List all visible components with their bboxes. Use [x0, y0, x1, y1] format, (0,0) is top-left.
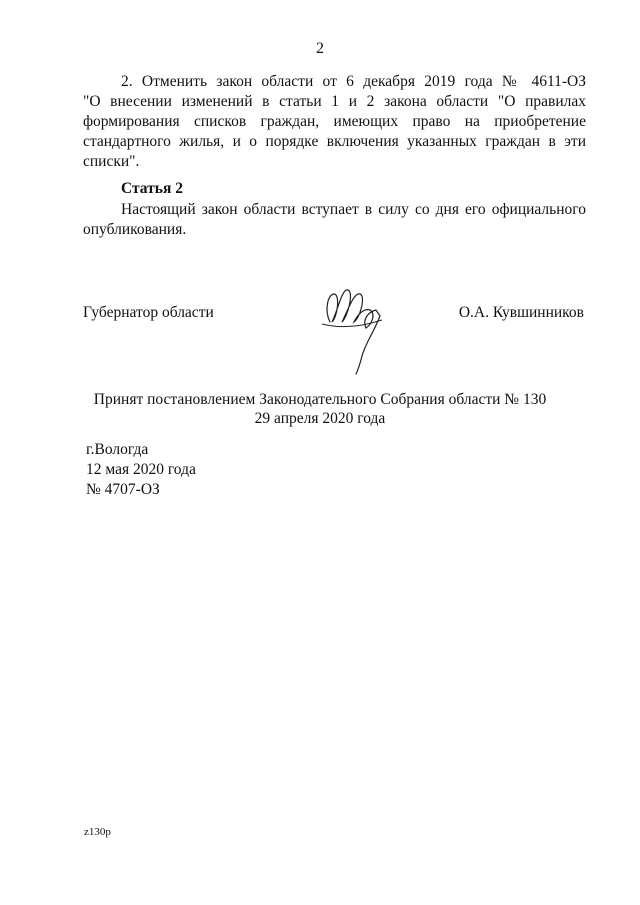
article-2-line-2: опубликования.: [83, 221, 187, 238]
governor-title: Губернатор области: [83, 304, 214, 321]
article-2-title: Статья 2: [121, 180, 183, 197]
repeal-line-1: 2. Отменить закон области от 6 декабря 2019 года № 4611-ОЗ: [121, 73, 586, 90]
adoption-line-1: Принят постановлением Законодательного Собрания области № 130: [93, 391, 547, 408]
article-2-text: [83, 200, 586, 240]
article-2-line-1: Настоящий закон области вступает в силу со дня его официального: [121, 201, 586, 218]
repeal-line-3: формирования списков граждан, имеющих право на приобретение: [83, 113, 586, 130]
place-date-block: [86, 440, 196, 500]
page-number: 2: [316, 40, 324, 57]
handwritten-signature: [318, 280, 388, 375]
law-number: № 4707-ОЗ: [86, 481, 160, 498]
city: г.Вологда: [86, 441, 149, 458]
governor-name: О.А. Кувшинников: [458, 304, 584, 321]
repeal-line-5: списки".: [83, 153, 140, 170]
repeal-line-2: "О внесении изменений в статьи 1 и 2 закона области "О правилах: [83, 93, 586, 110]
repeal-line-4: стандартного жилья, и о порядке включения указанных граждан в эти: [83, 133, 586, 150]
adoption-line-2: 29 апреля 2020 года: [254, 410, 386, 427]
adoption-note: [0, 390, 640, 428]
document-code: z130p: [84, 826, 111, 838]
repeal-paragraph: [83, 72, 586, 172]
signing-date: 12 мая 2020 года: [86, 461, 196, 478]
